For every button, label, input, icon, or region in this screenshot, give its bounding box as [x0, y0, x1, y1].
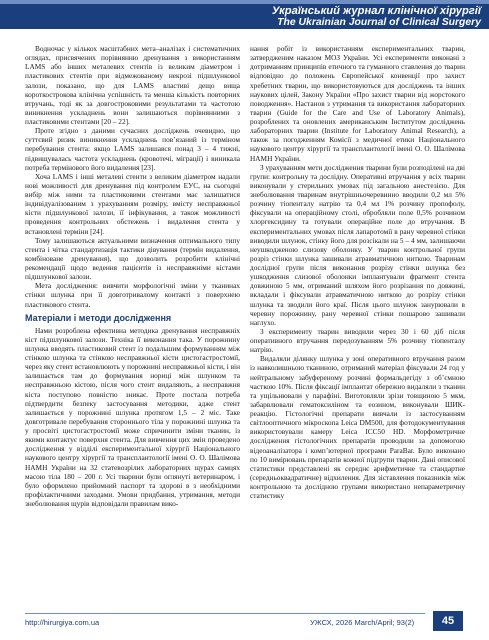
journal-website-link[interactable]: http://hirurgiya.com.ua	[25, 618, 100, 627]
paragraph: Хоча LAMS і інші металеві стенти з великим діаметром надали нові можливості для дренування під контролем ЕУС, на сьогодні вибір між ними та пластиковими стентами має залишатися індивідуалізованим з урахуванням розміру, вмісту несправжньої кісти підшлункової залози, її інфікування, а також можливості проведення контрольних обстежень і видалення стента у встановлені терміни [24].	[25, 171, 240, 236]
paragraph: Нами розроблена ефективна методика дренування несправжніх кіст підшлункової залози. Техніка її виконання така. У порожнину шлунка вводять пластиковий стент із подальшим формуванням між стінкою шлунка та стінкою несправжньої кісти цистогастростомії, через яку стент встановлюють у порожнині несправжньої кісти, і він залишається там до формування нориці між шлунком та несправжньою кістою, після чого стент видаляють, а несправжня кіста поступово повністю зникає. Проте постала потреба підтвердити безпеку застосування методики, адже стент залишається у порожнині шлунка протягом 1,5 – 2 міс. Таке довготривале перебування стороннього тіла у порожнині шлунка та у просвіті цистогастростомії може спричинити зміни тканин, із якими контактує поверхня стента. Для вивчення цих змін проведено дослідження у відділі експериментальної хірургії Національного наукового центру хірургії та трансплантології імені О. О. Шалімова НАМН України на 32 статевозрілих лабораторних щурах самцях масою тіла 180 – 200 г. Усі тварини були оглянуті ветеринаром, і було оформлено прийомний паспорт та здорові в з необхідними профілактичними заходами. Умови придбання, утримання, методи знеболювання щурів відповідали правилам вико-	[25, 325, 240, 508]
journal-title-ukrainian: Український журнал клінічної хірургії	[271, 5, 481, 17]
left-text-column	[25, 44, 240, 508]
journal-title-english: The Ukrainian Journal of Clinical Surgery	[277, 16, 481, 28]
paragraph: Видаляли ділянку шлунка у зоні оперативного втручання разом із навколишньою тканиною, отриманий матеріал фіксували 24 год у нейтральному забуференому розчині формальдегіду з об’ємною часткою 10%. Після фіксації імплантат обережно видаляли з тканин та ущільнювали у парафіні. Виготовляли зрізи товщиною 5 мкм, забарвлювали гематоксиліном та еозином, виконували ШИК-реакцію. Гістологічні препарати вивчали із застосуванням світлооптичного мікроскопа Leica DM500, для фотодокументування використовували камеру Leica ICC50 HD. Морфометричне дослідження гістологічних препаратів проводили за допомогою відеоаналізатора і комп’ютерної програми ParaBar. Було виконано по 10 вимірювань препаратів кожної підгрупи тварин. Дані описової статистики представлені як середнє арифметичне та стандартне (середньоквадратичне) відхилення. Для зіставлення показників між контрольною та дослідною групами використано непараметричну статистику	[250, 354, 465, 501]
paragraph: З урахуванням мети дослідження тварини були розподілені на дві групи: контрольну та дослідну. Оперативні втручання у всіх тварин виконували у стерильних умовах під загальною анестезією. Для знеболювання тваринам внутрішньочеревинно вводили 0,2 мл 5% розчину тіопенталу натрію та 0,4 мл 1% розчину пропофолу, фіксували на операційному столі, обробляли поле 0,5% розчином хлоргексидину та готували операційне поле до втручання. В експериментальних умовах після лапаротомії в рану черевної стінки виводили шлунок, стінку його для розсікали на 5 – 4 мм, залишаючи неушкодженою слизову оболонку. У тварин контрольної групи розріз стінки шлунка зашивали атравматичною ниткою. Тваринам дослідної групи після виконання розрізу стінки шлунка без ушкодження слизової оболонки імплантували фрагмент стента довжиною 5 мм, отриманий шляхом його розрізання по довжині, вкладали і фіксували атравматичною ниткою до розрізу стінки шлунка та зводили його краї. Після цього шлунок занурювали в черевну порожнину, рану черевної стінки пошарово зашивали наглухо.	[250, 162, 465, 327]
footer-divider	[25, 613, 425, 614]
journal-header	[0, 0, 489, 29]
header-accent-stripe	[0, 0, 489, 4]
paragraph: Тому залишаються актуальними визначення оптимального типу стента і чітка стандартизація тактики дівування (термін видалення, комбіноване дренування), що дозволить розробити клінічні рекомендації щодо ведення пацієнтів із несправжніми кістами підшлункової залози.	[25, 235, 240, 282]
paragraph: нання робіт із використанням експериментальних тварин, затвердженим наказом МОЗ України. Усі експерименти виконані з дотриманням принципів етичного та гуманного ставлення до тварин відповідно до положень Європейської конвенції про захист хребетних тварин, що використовуються для досліджень та інших наукових цілей, Закону України «Про захист тварин від жорстокого поводження». Настанов з утримання та використання лабораторних тварин (Guide for the Care and Use of Laboratory Animals), розроблених та оновлених американським Інститутом досліджень лабораторних тварин (Institute for Laboratory Animal Research), а також за погодженням Комісії з медичної етики Національного наукового центру хірургії та трансплантології імені О. О. Шалімова НАМН України.	[250, 44, 465, 163]
paragraph: Водночас у кількох масштабних мета–аналізах і систематичних оглядах, присвячених порівнянню дренування з використанням LAMS або інших металевих стентів із великим діаметром і пластикових стентів при відмежованому некрозі підшлункової залози, показано, що для LAMS властиві дещо вища короткострокова клінічна успішність та менша кількість повторних втручань, тоді як за довгостроковими результатами та частотою виникнення ускладнень вони залишаються порівнянними з пластиковими стентами [20 – 22].	[25, 44, 240, 126]
section-heading: Матеріали і методи дослідження	[25, 312, 172, 323]
journal-citation: УЖСХ, 2026 March/April; 93(2)	[310, 618, 415, 627]
paragraph: З експерименту тварин виводили через 30 і 60 діб після оперативного втручання передозуванням 5% розчину тіопенталу натрію.	[250, 326, 465, 355]
paragraph: Мета дослідження: вивчити морфологічні зміни у тканинах стінки шлунка при її довготривалому контакті з поверхнею пластикового стента.	[25, 281, 240, 309]
page-number: 45	[433, 611, 463, 631]
right-text-column	[250, 44, 465, 500]
paragraph: Проте згідно з даними сучасних досліджень очевидно, що суттєвий ризик виникнення ускладнень пов’язаний із терміном перебування стента: якщо LAMS залишався понад 3 – 4 тижні, підвищувалась частота ускладнень (кровотечі, міграції) і виникала потреба термінового його видалення [23].	[25, 126, 240, 172]
